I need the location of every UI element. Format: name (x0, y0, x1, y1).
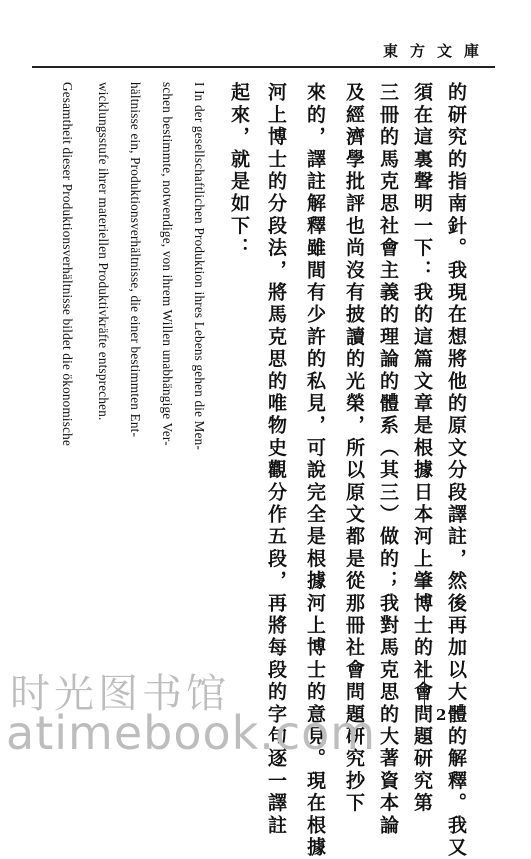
german-quote-line: schen bestimmte, notwendige, von ihrem Willen unabhängige Ver- (160, 82, 175, 446)
german-quote-line: wicklungsstufe ihrer materiellen Produktivkräfte entsprechen. (96, 82, 111, 421)
text-column: 起來，就是如下： (228, 82, 250, 260)
text-column: 河上博士的分段法，將馬克思的唯物史觀分作五段，再將每段的字句逐一譯註 (265, 82, 287, 837)
watermark-cn: 时光图书馆 (10, 671, 230, 717)
text-column: 須在這裏聲明一下：我的這篇文章是根據日本河上肇博士的社會問題研究第 (411, 82, 433, 815)
running-head: 東方文庫 (382, 42, 491, 60)
text-column: 來的，譯註解釋雖間有少許的私見，可說完全是根據河上博士的意見。現在根據 (304, 82, 326, 859)
text-column: 的研究的指南針。我現在想將他的原文分段譯註，然後再加以大體的解釋。我又 (445, 82, 467, 859)
german-quote-line: hältnisse ein, Produktionsverhältnisse, die einer bestimmten Ent- (128, 82, 143, 438)
text-column: 及經濟學批評也尚沒有披讀的光榮，所以原文都是從那冊社會問題研究抄下 (343, 82, 365, 815)
german-quote-line: I In der gesellschaftlichen Produktion ihres Lebens gehen die Men- (192, 82, 207, 451)
header-rule (32, 66, 495, 68)
german-quote-line: Gesamtheit dieser Produktionsverhältnisse bildet die ökonomische (60, 82, 75, 447)
page-number: 2 (436, 706, 447, 724)
text-column: 三冊的馬克思社會主義的理論的體系（其三）做的；我對馬克思的大著資本論 (377, 82, 399, 837)
watermark-en: atimebook.com (6, 706, 377, 760)
